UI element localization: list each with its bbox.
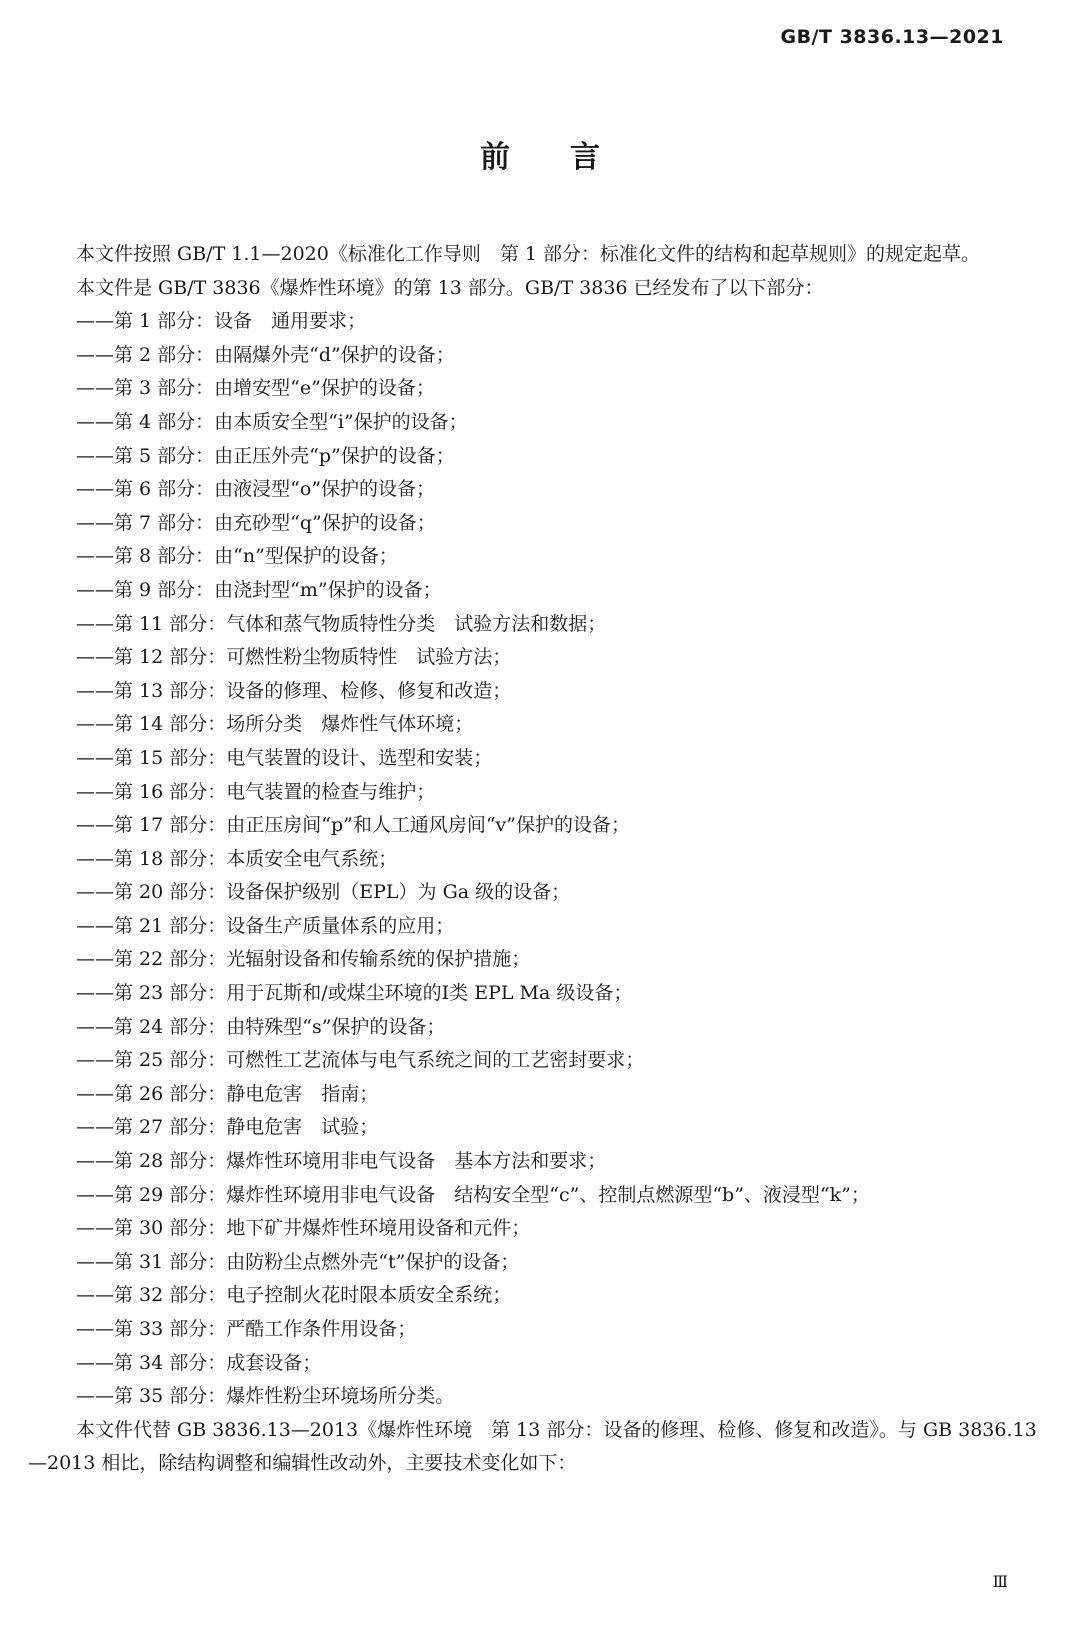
list-item: ——第 35 部分：爆炸性粉尘环境场所分类。 (76, 1385, 455, 1408)
list-item: ——第 2 部分：由隔爆外壳“d”保护的设备； (76, 343, 455, 366)
list-item: ——第 30 部分：地下矿井爆炸性环境用设备和元件； (76, 1217, 531, 1240)
list-item: ——第 34 部分：成套设备； (76, 1351, 322, 1374)
page-title: 前言 (480, 140, 660, 175)
list-item: ——第 32 部分：电子控制火花时限本质安全系统； (76, 1284, 512, 1307)
list-item: ——第 24 部分：由特殊型“s”保护的设备； (76, 1015, 446, 1038)
list-item: ——第 17 部分：由正压房间“p”和人工通风房间“v”保护的设备； (76, 814, 631, 837)
list-item: ——第 7 部分：由充砂型“q”保护的设备； (76, 511, 436, 534)
standard-code: GB/T 3836.13—2021 (780, 26, 1004, 48)
intro-paragraph-2: 本文件是 GB/T 3836《爆炸性环境》的第 13 部分。GB/T 3836 已经发布了以下部分： (76, 276, 824, 299)
list-item: ——第 27 部分：静电危害 试验； (76, 1116, 379, 1139)
list-item: ——第 33 部分：严酷工作条件用设备； (76, 1318, 417, 1340)
document-body (28, 238, 1038, 1481)
list-item: ——第 11 部分：气体和蒸气物质特性分类 试验方法和数据； (76, 612, 607, 635)
list-item: ——第 1 部分：设备 通用要求； (76, 310, 367, 333)
list-item: ——第 8 部分：由“n”型保护的设备； (76, 545, 398, 568)
list-item: ——第 29 部分：爆炸性环境用非电气设备 结构安全型“c”、控制点燃源型“b”、液浸型“k”； (76, 1183, 870, 1206)
parts-list (28, 305, 1038, 1414)
list-item: ——第 25 部分：可燃性工艺流体与电气系统之间的工艺密封要求； (76, 1049, 645, 1072)
list-item: ——第 20 部分：设备保护级别（EPL）为 Ga 级的设备； (76, 881, 571, 904)
list-item: ——第 3 部分：由增安型“e”保护的设备； (76, 377, 435, 400)
list-item: ——第 4 部分：由本质安全型“i”保护的设备； (76, 410, 468, 433)
list-item: ——第 12 部分：可燃性粉尘物质特性 试验方法； (76, 646, 512, 669)
closing-paragraph: 本文件代替 GB 3836.13—2013《爆炸性环境 第 13 部分：设备的修理、检修、修复和改造》。与 GB 3836.13—2013 相比，除结构调整和编辑性改动外，主要技术变化如下： (28, 1418, 1037, 1475)
list-item: ——第 18 部分：本质安全电气系统； (76, 847, 398, 870)
list-item: ——第 15 部分：电气装置的设计、选型和安装； (76, 746, 493, 769)
intro-paragraph-1: 本文件按照 GB/T 1.1—2020《标准化工作导则 第 1 部分：标准化文件的结构和起草规则》的规定起草。 (76, 243, 981, 265)
list-item: ——第 14 部分：场所分类 爆炸性气体环境； (76, 713, 474, 736)
list-item: ——第 22 部分：光辐射设备和传输系统的保护措施； (76, 948, 531, 971)
list-item: ——第 21 部分：设备生产质量体系的应用； (76, 914, 455, 937)
list-item: ——第 26 部分：静电危害 指南； (76, 1082, 379, 1105)
list-item: ——第 28 部分：爆炸性环境用非电气设备 基本方法和要求； (76, 1150, 607, 1173)
list-item: ——第 9 部分：由浇封型“m”保护的设备； (76, 578, 442, 601)
list-item: ——第 5 部分：由正压外壳“p”保护的设备； (76, 444, 455, 467)
page-number: Ⅲ (992, 1572, 1008, 1591)
list-item: ——第 13 部分：设备的修理、检修、修复和改造； (76, 679, 512, 702)
list-item: ——第 23 部分：用于瓦斯和/或煤尘环境的Ⅰ类 EPL Ma 级设备； (76, 982, 633, 1005)
list-item: ——第 31 部分：由防粉尘点燃外壳“t”保护的设备； (76, 1250, 520, 1273)
list-item: ——第 6 部分：由液浸型“o”保护的设备； (76, 478, 436, 501)
list-item: ——第 16 部分：电气装置的检查与维护； (76, 780, 436, 803)
